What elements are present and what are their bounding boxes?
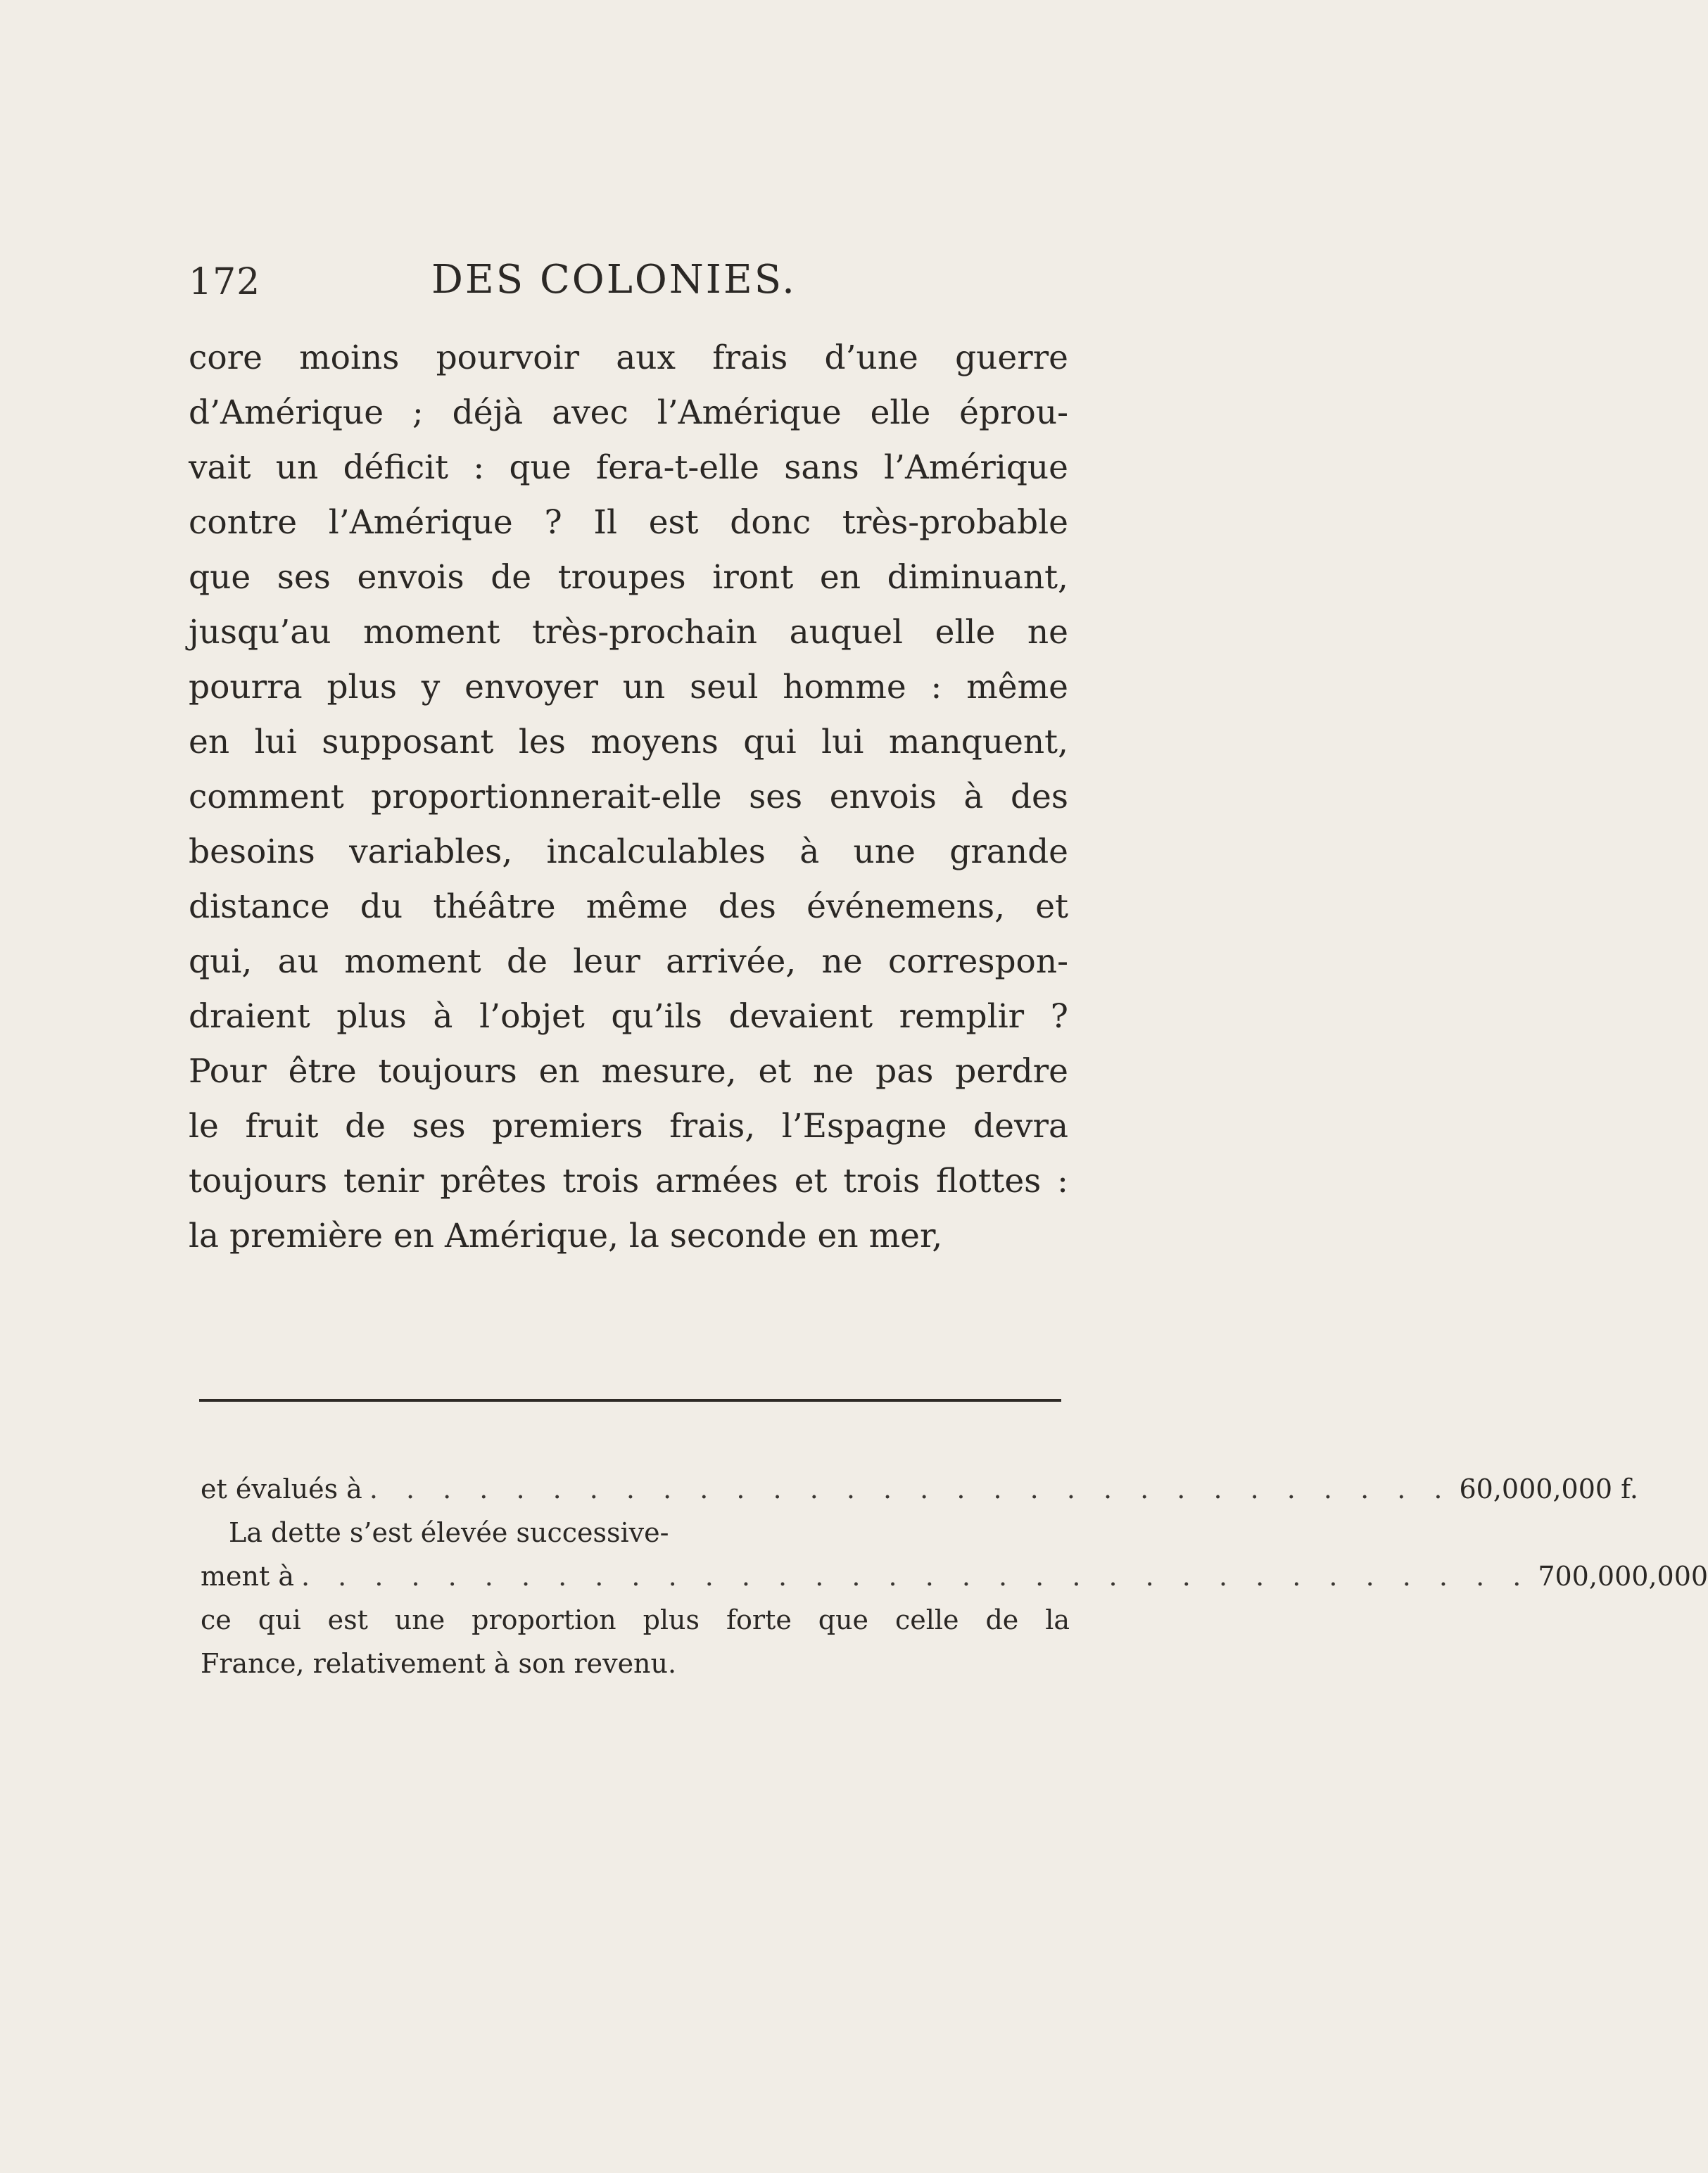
footnote-label: et évalués à — [201, 1474, 362, 1504]
text-line: pourra plus y envoyer un seul homme : même — [189, 668, 1068, 707]
text-line: besoins variables, incalculables à une grande — [189, 832, 1068, 871]
footnote-amount: 700,000,000 — [1538, 1561, 1708, 1592]
footnote-line: La dette s’est élevée successive- — [229, 1517, 669, 1548]
text-line: draient plus à l’objet qu’ils devaient remplir ? — [189, 997, 1068, 1036]
text-line: d’Amérique ; déjà avec l’Amérique elle éprou- — [189, 393, 1068, 432]
text-line: le fruit de ses premiers frais, l’Espagne devra — [189, 1107, 1068, 1146]
dot-leader: . . . . . . . . . . . . . . . . . . . . . . . . . . . . . . — [369, 1474, 1453, 1504]
footnote-line: France, relativement à son revenu. — [201, 1648, 677, 1679]
text-line: toujours tenir prêtes trois armées et trois flottes : — [189, 1162, 1068, 1200]
text-line: la première en Amérique, la seconde en mer, — [189, 1217, 943, 1255]
text-line: contre l’Amérique ? Il est donc très-probable — [189, 503, 1068, 542]
page-header — [189, 257, 1068, 306]
footnote-line — [201, 1467, 1638, 1511]
text-line: jusqu’au moment très-prochain auquel elle ne — [189, 613, 1068, 652]
footnote-line: ce qui est une proportion plus forte que celle de la — [201, 1604, 1070, 1635]
text-line: que ses envois de troupes iront en diminuant, — [189, 558, 1068, 597]
text-line: qui, au moment de leur arrivée, ne correspon- — [189, 942, 1068, 981]
footnote-amount: 60,000,000 f. — [1459, 1474, 1638, 1504]
text-line: comment proportionnerait-elle ses envois à des — [189, 778, 1068, 816]
footnote-separator-rule — [199, 1399, 1061, 1402]
text-line: distance du théâtre même des événemens, et — [189, 887, 1068, 926]
footnote-line — [201, 1554, 1708, 1598]
text-line: vait un déficit : que fera-t-elle sans l’Amérique — [189, 448, 1068, 487]
dot-leader: . . . . . . . . . . . . . . . . . . . . . . . . . . . . . . . . . . — [301, 1561, 1531, 1592]
running-head: DES COLONIES. — [431, 257, 797, 303]
text-line: en lui supposant les moyens qui lui manquent, — [189, 723, 1068, 761]
footnote — [201, 1467, 1708, 1685]
page-number: 172 — [189, 261, 261, 303]
text-line: core moins pourvoir aux frais d’une guerre — [189, 338, 1068, 377]
body-text — [189, 331, 1068, 1264]
text-line: Pour être toujours en mesure, et ne pas perdre — [189, 1052, 1068, 1091]
footnote-label: ment à — [201, 1561, 294, 1592]
